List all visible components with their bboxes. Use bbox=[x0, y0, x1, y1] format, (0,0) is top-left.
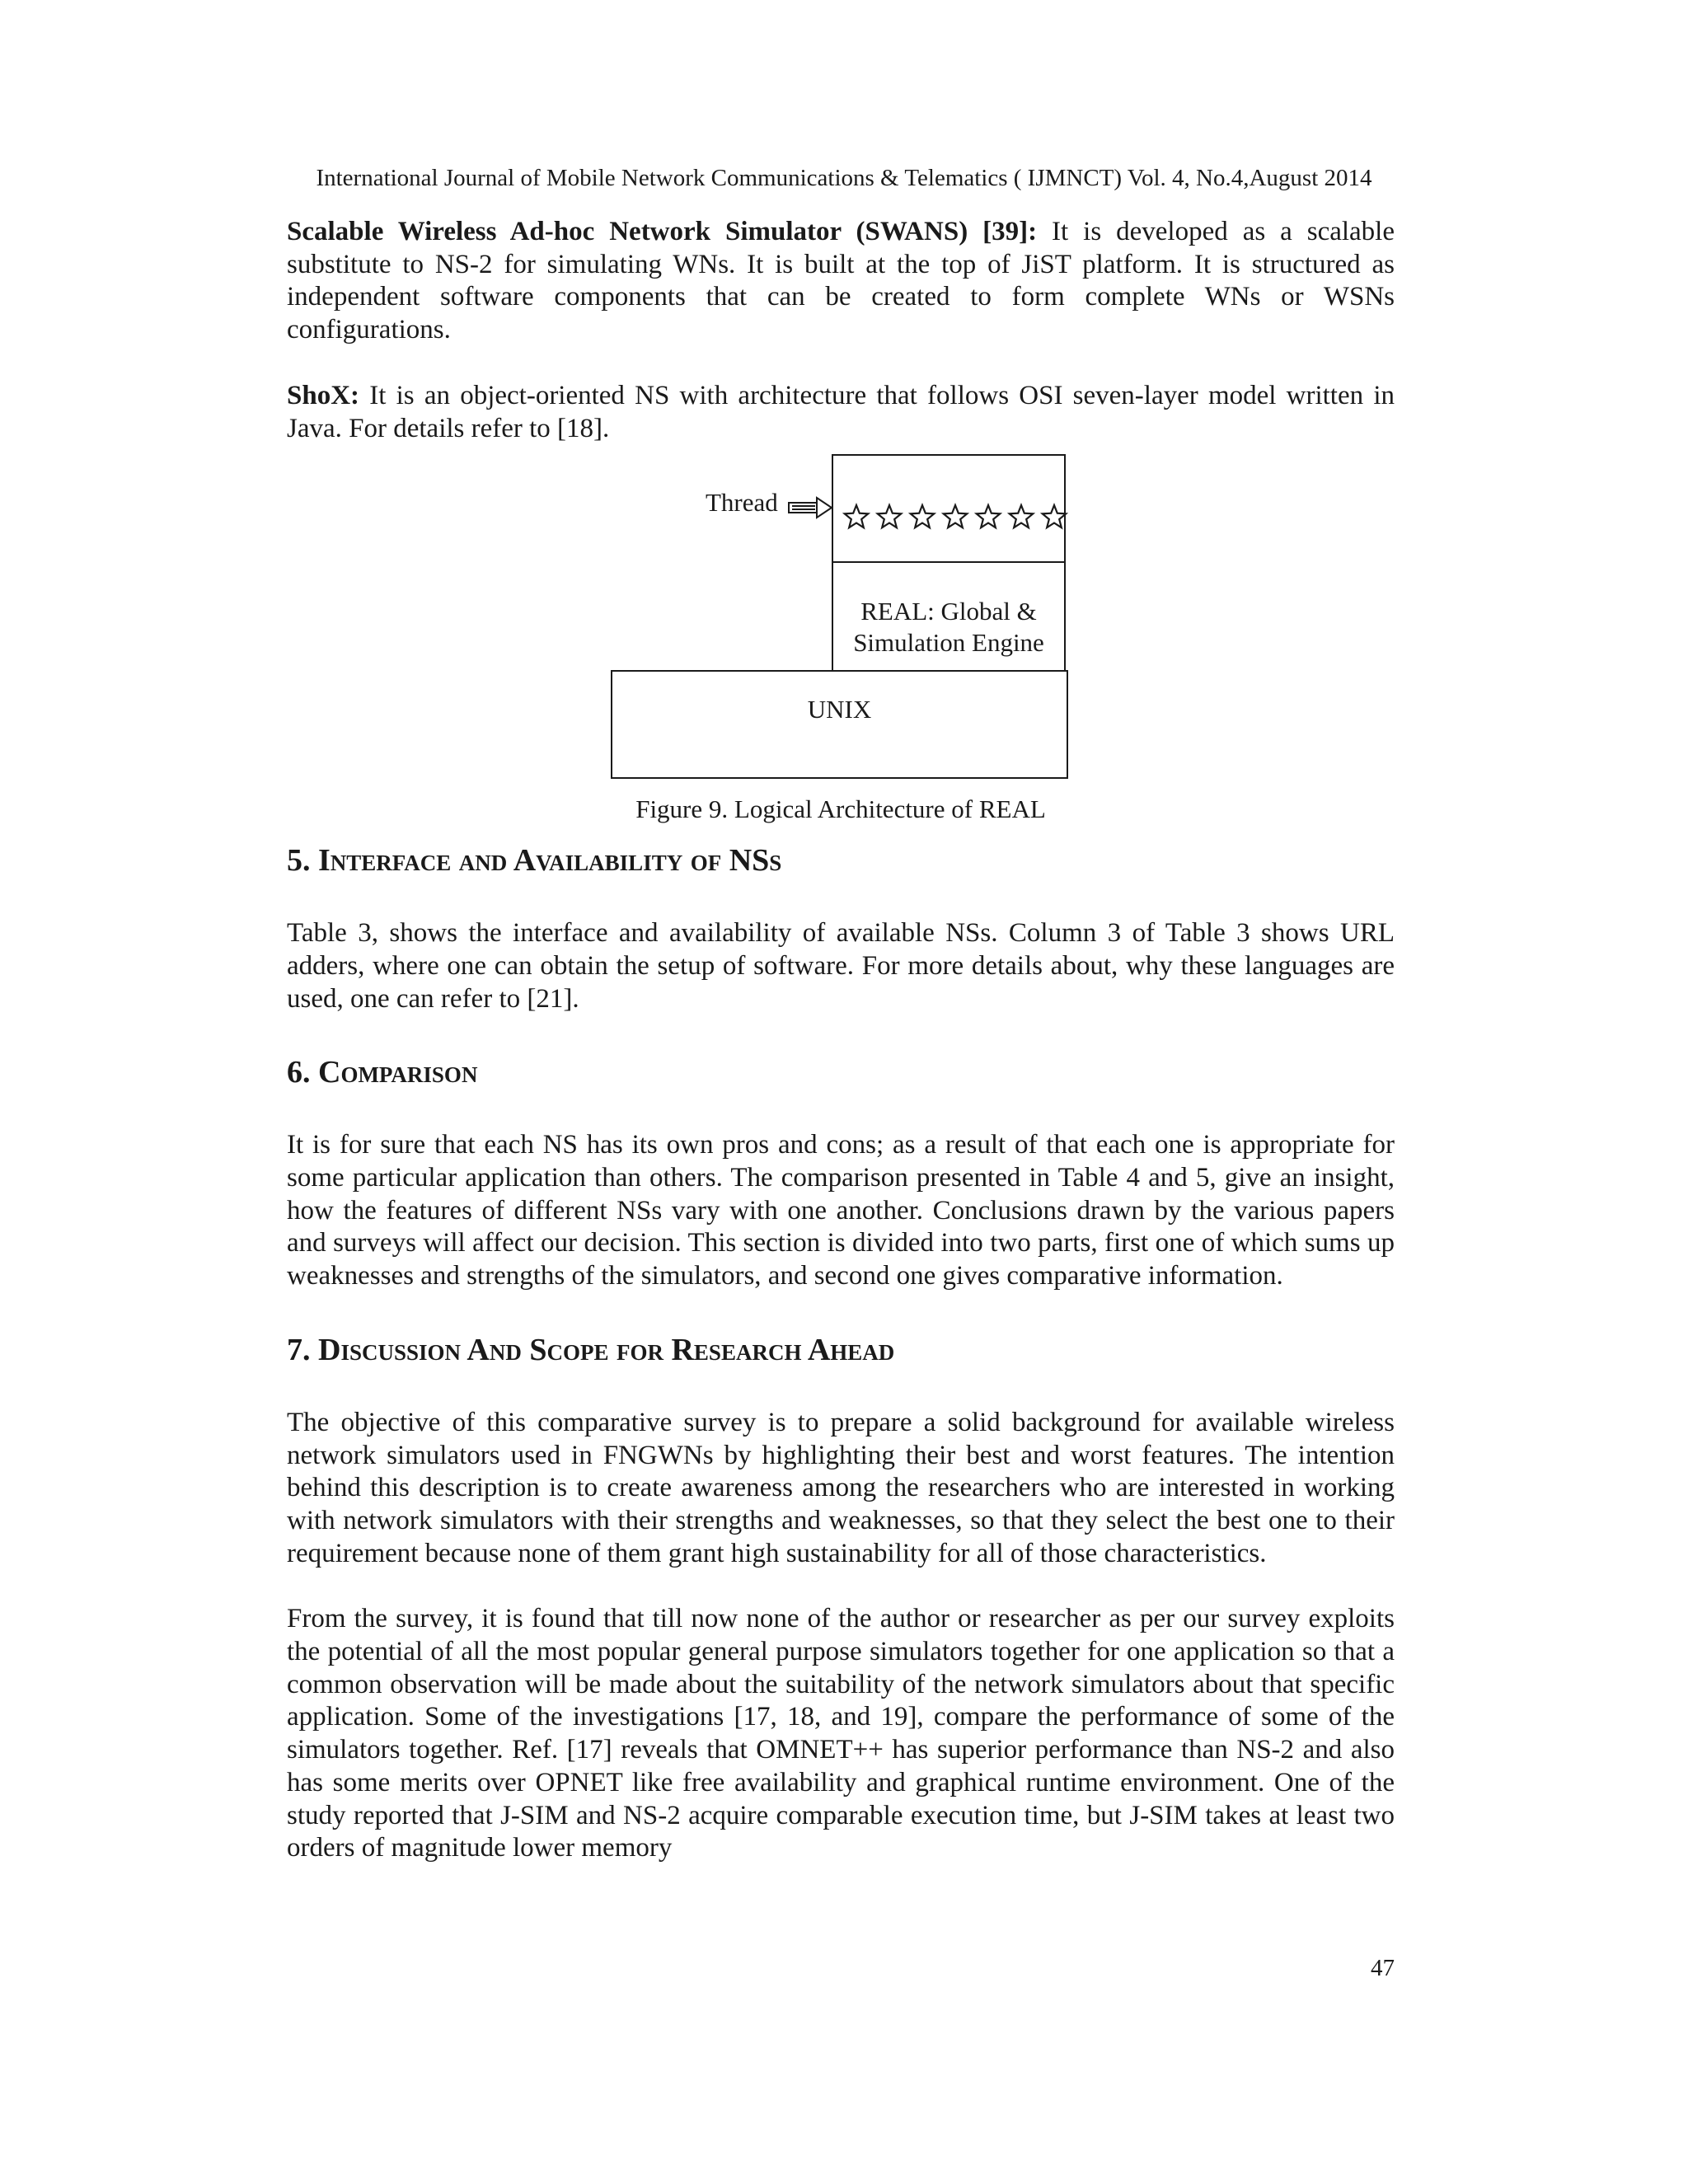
thread-star-icon bbox=[873, 500, 906, 533]
thread-star-icon bbox=[972, 500, 1005, 533]
real-engine-label-line1: REAL: Global & bbox=[860, 597, 1037, 626]
figure-caption: Figure 9. Logical Architecture of REAL bbox=[635, 794, 1046, 824]
journal-header: International Journal of Mobile Network Communications & Telematics ( IJMNCT) Vol. 4, No.4,August 2014 bbox=[316, 165, 1372, 191]
page-body bbox=[287, 216, 1395, 1865]
thread-star-icon bbox=[906, 500, 939, 533]
figure-9-real-architecture bbox=[287, 454, 1395, 841]
thread-stars bbox=[840, 500, 1071, 533]
thread-label: Thread bbox=[706, 488, 778, 518]
section-6-paragraph: It is for sure that each NS has its own pros and cons; as a result of that each one is appropriate for some particular application than others. The comparison presented in Table 4 and 5, give an insight, how the features of different NSs vary with one another. Conclusions drawn by the various papers and surveys will affect our decision. This section is divided into two parts, first one of which sums up weaknesses and strengths of the simulators, and second one gives comparative information. bbox=[287, 1130, 1395, 1291]
real-engine-label-line2: Simulation Engine bbox=[853, 628, 1044, 658]
section-6-heading: 6. Comparison bbox=[287, 1055, 478, 1090]
thread-star-icon bbox=[939, 500, 972, 533]
shox-paragraph bbox=[287, 380, 1395, 445]
real-engine-box bbox=[832, 561, 1066, 672]
unix-label: UNIX bbox=[807, 695, 872, 724]
shox-body: It is an object-oriented NS with architecture that follows OSI seven-layer model written in Java. For details refer to [18]. bbox=[287, 380, 1395, 443]
thread-star-icon bbox=[1038, 500, 1071, 533]
section-5-heading: 5. Interface and Availability of NSs bbox=[287, 843, 782, 879]
thread-star-icon bbox=[840, 500, 873, 533]
section-7-paragraph-2: From the survey, it is found that till now none of the author or researcher as per our survey exploits the potential of all the most popular general purpose simulators together for one application so that a common observation will be made about the suitability of the network simulators about that specific application. Some of the investigations [17, 18, and 19], compare the performance of some of the simulators together. Ref. [17] reveals that OMNET++ has superior performance than NS-2 and also has some merits over OPNET like free availability and graphical runtime environment. One of the study reported that J-SIM and NS-2 acquire comparable execution time, but J-SIM takes at least two orders of magnitude lower memory bbox=[287, 1604, 1395, 1863]
section-7-heading: 7. Discussion And Scope for Research Ahead bbox=[287, 1332, 895, 1367]
swans-body: It is developed as a scalable substitute to NS-2 for simulating WNs. It is built at the top of JiST platform. It is structured as independent software components that can be created to form complete WNs or WSNs configurations. bbox=[287, 217, 1395, 345]
section-7-paragraph-1: The objective of this comparative survey is to prepare a solid background for available wireless network simulators used in FNGWNs by highlighting their best and worst features. The intention behind this description is to create awareness among the researchers who are interested in working with network simulators with their strengths and weaknesses, so that they select the best one to their requirement because none of them grant high sustainability for all of those characteristics. bbox=[287, 1407, 1395, 1568]
swans-paragraph bbox=[287, 216, 1395, 347]
page-number: 47 bbox=[1371, 1955, 1395, 1981]
unix-box bbox=[611, 670, 1068, 779]
thread-star-icon bbox=[1005, 500, 1038, 533]
swans-title: Scalable Wireless Ad-hoc Network Simulator (SWANS) [39]: bbox=[287, 217, 1038, 246]
thread-arrow-icon bbox=[787, 495, 837, 520]
shox-title: ShoX: bbox=[287, 380, 360, 410]
section-5-paragraph: Table 3, shows the interface and availability of available NSs. Column 3 of Table 3 shows URL adders, where one can obtain the setup of software. For more details about, why these languages are used, one can refer to [21]. bbox=[287, 918, 1395, 1014]
